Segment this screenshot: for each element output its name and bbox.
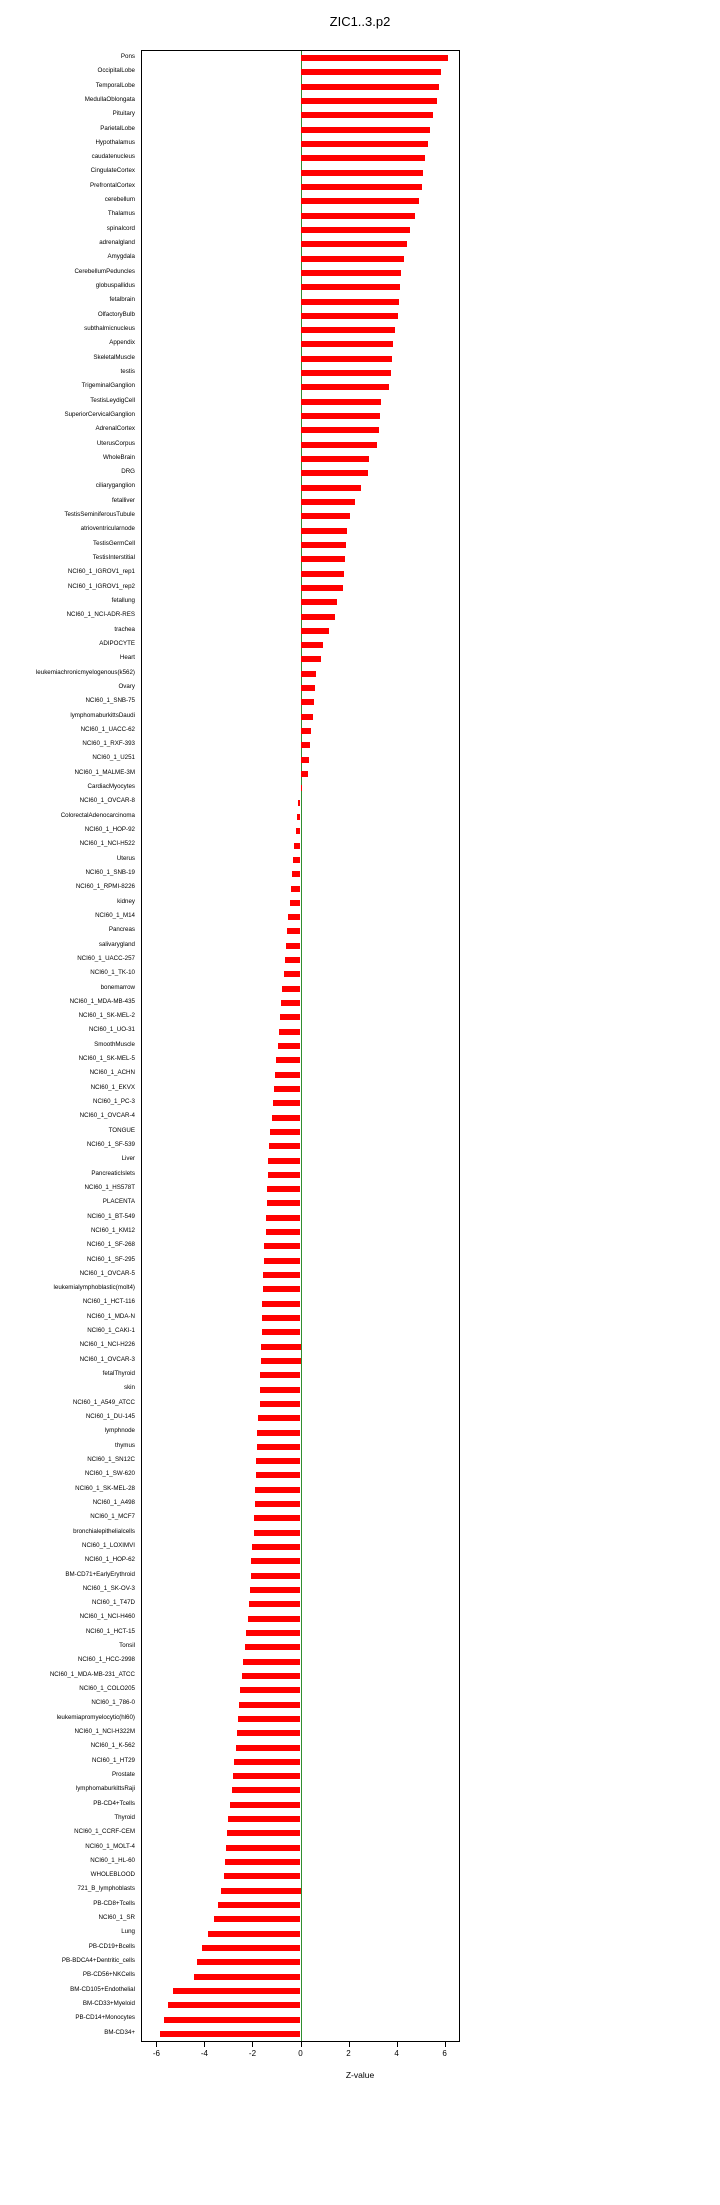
bar — [301, 413, 380, 419]
y-axis-label: Thalamus — [107, 210, 135, 218]
bar — [236, 1745, 301, 1751]
bar — [254, 1515, 301, 1521]
y-axis-label: NCI60_1_ACHN — [89, 1069, 135, 1077]
y-axis-label: NCI60_1_SW-620 — [84, 1470, 135, 1478]
y-axis-label: NCI60_1_KM12 — [90, 1226, 135, 1234]
bar — [260, 1387, 301, 1393]
y-axis-label: TestisSeminiferousTubule — [64, 511, 135, 519]
bar — [255, 1487, 301, 1493]
y-axis-label: NCI60_1_SF-268 — [86, 1241, 135, 1249]
bar — [301, 327, 396, 333]
y-axis-label: NCI60_1_MALME-3M — [74, 768, 135, 776]
bar — [301, 170, 423, 176]
y-axis-label: atrioventricularnode — [80, 525, 135, 533]
bar — [301, 470, 368, 476]
bar — [301, 127, 431, 133]
y-axis-label: leukemiachronicmyelogenous(k562) — [35, 668, 135, 676]
y-axis-label: ciliaryganglion — [95, 482, 135, 490]
y-axis-label: NCI60_1_K-562 — [90, 1742, 135, 1750]
bar — [272, 1115, 301, 1121]
y-axis-label: WHOLEBLOOD — [90, 1871, 135, 1879]
x-axis-tick — [445, 2042, 446, 2047]
y-axis-label: NCI60_1_CCRF-CEM — [74, 1828, 135, 1836]
bar — [263, 1272, 300, 1278]
y-axis-label: Pons — [120, 52, 135, 60]
y-axis-label: NCI60_1_MDA-MB-435 — [69, 997, 135, 1005]
bar — [279, 1029, 301, 1035]
y-axis-label: CingulateCortex — [90, 167, 135, 175]
y-axis-label: CerebellumPeduncles — [74, 267, 135, 275]
bar — [301, 714, 313, 720]
y-axis-label: NCI60_1_U251 — [92, 754, 135, 762]
bar — [254, 1530, 301, 1536]
bar — [245, 1644, 300, 1650]
bar — [261, 1358, 301, 1364]
y-axis-label: DRG — [121, 468, 135, 476]
bar — [250, 1587, 300, 1593]
bar — [273, 1100, 301, 1106]
bar — [238, 1716, 300, 1722]
y-axis-label: NCI60_1_SK-MEL-28 — [75, 1484, 135, 1492]
bar — [301, 642, 324, 648]
y-axis-label: OlfactoryBulb — [97, 310, 135, 318]
y-axis-label: Ovary — [118, 682, 135, 690]
y-axis-label: NCI60_1_SR — [98, 1914, 135, 1922]
y-axis-label: PB-BDCA4+Dentritic_cells — [61, 1957, 135, 1965]
y-axis-label: NCI60_1_OVCAR-4 — [79, 1112, 135, 1120]
bar — [269, 1143, 300, 1149]
y-axis-label: NCI60_1_SNB-75 — [85, 697, 135, 705]
y-axis-label: PLACENTA — [102, 1198, 135, 1206]
y-axis-label: testis — [120, 367, 135, 375]
y-axis-label: BM-CD71+EarlyErythroid — [65, 1570, 135, 1578]
bar — [266, 1215, 301, 1221]
y-axis-label: NCI60_1_IGROV1_rep2 — [67, 582, 135, 590]
plot-area — [141, 50, 460, 2042]
bar — [202, 1945, 300, 1951]
y-axis-label: NCI60_1_OVCAR-8 — [79, 797, 135, 805]
bar — [301, 614, 336, 620]
bar — [301, 685, 315, 691]
y-axis-label: NCI60_1_MCF7 — [90, 1513, 135, 1521]
y-axis-label: NCI60_1_786-0 — [91, 1699, 135, 1707]
y-axis-label: NCI60_1_DU-145 — [85, 1413, 135, 1421]
bar — [301, 69, 441, 75]
bar — [258, 1415, 300, 1421]
bar — [263, 1286, 300, 1292]
bar — [249, 1601, 301, 1607]
bar — [285, 957, 301, 963]
bar — [301, 370, 391, 376]
y-axis-label: SmoothMuscle — [94, 1040, 135, 1048]
y-axis-label: BM-CD105+Endothelial — [70, 1985, 135, 1993]
y-axis-label: globuspallidus — [95, 282, 135, 290]
bar — [301, 341, 393, 347]
bar — [233, 1773, 300, 1779]
y-axis-label: CardiacMyocytes — [87, 783, 135, 791]
y-axis-label: SkeletalMuscle — [93, 353, 135, 361]
bar — [301, 585, 343, 591]
y-axis-label: salivarygland — [98, 940, 135, 948]
bar — [262, 1301, 300, 1307]
y-axis-label: PancreaticIslets — [91, 1169, 135, 1177]
y-axis-label: NCI60_1_NCI-H322M — [74, 1727, 135, 1735]
bar — [262, 1315, 300, 1321]
bar — [301, 270, 402, 276]
bar — [301, 671, 317, 677]
y-axis-label: BM-CD34+ — [104, 2028, 135, 2036]
y-axis-label: NCI60_1_MDA-MB-231_ATCC — [49, 1670, 135, 1678]
x-axis-tick-label: 0 — [298, 2049, 303, 2058]
bar — [296, 828, 301, 834]
y-axis-label: fetallung — [111, 596, 135, 604]
bar — [267, 1186, 301, 1192]
bar — [232, 1787, 300, 1793]
y-axis-label: NCI60_1_HS578T — [84, 1183, 135, 1191]
x-axis-tick-label: -2 — [248, 2049, 257, 2058]
bar — [242, 1673, 301, 1679]
bar — [288, 914, 300, 920]
x-axis-tick-label: 4 — [394, 2049, 399, 2058]
x-axis-tick — [204, 2042, 205, 2047]
y-axis-label: NCI60_1_SK-MEL-2 — [78, 1012, 135, 1020]
bar — [301, 427, 379, 433]
bar — [276, 1057, 300, 1063]
y-axis-label: NCI60_1_COLO205 — [79, 1685, 135, 1693]
y-axis-label: NCI60_1_HOP-92 — [84, 826, 135, 834]
y-axis-label: NCI60_1_NCI-H226 — [79, 1341, 135, 1349]
bar — [240, 1687, 300, 1693]
y-axis-label: PB-CD8+Tcells — [93, 1899, 135, 1907]
y-axis-label: PB-CD14+Monocytes — [75, 2014, 135, 2022]
y-axis-label: NCI60_1_M14 — [95, 911, 135, 919]
y-axis-label: kidney — [117, 897, 135, 905]
bar — [290, 900, 301, 906]
y-axis-label: Liver — [121, 1155, 135, 1163]
bar — [301, 256, 404, 262]
y-axis-label: TrigeminalGanglion — [81, 382, 135, 390]
x-axis-tick — [156, 2042, 157, 2047]
y-axis-label: leukemialymphoblastic(molt4) — [53, 1284, 135, 1292]
bar — [252, 1544, 300, 1550]
y-axis-label: NCI60_1_LOXIMVI — [82, 1541, 135, 1549]
bar — [292, 871, 300, 877]
x-axis-tick — [301, 2042, 302, 2047]
bar — [301, 499, 355, 505]
bar — [301, 442, 378, 448]
bar — [262, 1329, 300, 1335]
y-axis-label: Hypothalamus — [95, 138, 135, 146]
bar — [301, 728, 312, 734]
y-axis-label: lymphomaburkittsDaudi — [70, 711, 135, 719]
bar — [301, 55, 449, 61]
bar — [228, 1816, 300, 1822]
bar — [301, 313, 398, 319]
y-axis-label: Heart — [119, 654, 135, 662]
bar — [284, 971, 301, 977]
y-axis-label: fetalliver — [111, 496, 135, 504]
bar — [301, 356, 392, 362]
bar — [301, 571, 344, 577]
y-axis-label: NCI60_1_UACC-257 — [77, 954, 135, 962]
bar — [301, 528, 348, 534]
bar — [237, 1730, 301, 1736]
bar — [301, 284, 401, 290]
bar — [197, 1959, 300, 1965]
bar — [301, 141, 428, 147]
bar — [168, 2002, 300, 2008]
y-axis-label: TemporalLobe — [95, 81, 135, 89]
bar — [301, 399, 381, 405]
bar — [255, 1501, 301, 1507]
bar — [301, 757, 309, 763]
y-axis-label: Pituitary — [112, 110, 135, 118]
y-axis-label: NCI60_1_UO-31 — [88, 1026, 135, 1034]
y-axis-label: adrenalgland — [99, 239, 135, 247]
y-axis-label: NCI60_1_SNB-19 — [85, 869, 135, 876]
bar — [301, 599, 337, 605]
y-axis-label: NCI60_1_UACC-62 — [80, 725, 135, 733]
y-axis-label: skin — [123, 1384, 135, 1392]
bar — [251, 1573, 300, 1579]
y-axis-label: fetalbrain — [109, 296, 135, 304]
y-axis-label: AdrenalCortex — [95, 425, 135, 433]
bar — [301, 299, 399, 305]
y-axis-label: NCI60_1_SF-539 — [86, 1141, 135, 1149]
bar — [301, 456, 369, 462]
bar — [301, 241, 408, 247]
bar — [268, 1158, 300, 1164]
y-axis-label: NCI60_1_A498 — [92, 1498, 135, 1506]
bar — [293, 857, 300, 863]
y-axis-label: spinalcord — [106, 224, 135, 232]
y-axis-label: lymphnode — [104, 1427, 135, 1435]
bar — [301, 785, 302, 791]
x-axis — [141, 2042, 460, 2072]
bar — [224, 1873, 301, 1879]
y-axis-label: TONGUE — [108, 1126, 135, 1134]
y-axis-label: NCI60_1_MOLT-4 — [85, 1842, 135, 1850]
bar — [160, 2031, 300, 2037]
bar — [297, 814, 301, 820]
x-axis-tick-label: 2 — [346, 2049, 351, 2058]
y-axis-label: ADIPOCYTE — [99, 639, 135, 647]
bar — [251, 1558, 300, 1564]
y-axis-label: NCI60_1_HOP-62 — [84, 1556, 135, 1564]
bar — [301, 556, 345, 562]
bar — [225, 1859, 301, 1865]
y-axis-label: NCI60_1_NCI-H522 — [79, 840, 135, 848]
bar — [301, 656, 321, 662]
y-axis-label: NCI60_1_RPMI-8226 — [75, 883, 135, 891]
bar — [275, 1072, 300, 1078]
bar — [173, 1988, 300, 1994]
bar — [268, 1172, 300, 1178]
x-axis-tick-label: 6 — [442, 2049, 447, 2058]
y-axis-label: NCI60_1_NCI-ADR-RES — [66, 611, 135, 619]
y-axis-label: NCI60_1_HCT-15 — [85, 1627, 135, 1635]
bar — [301, 513, 350, 519]
y-axis-label: NCI60_1_OVCAR-3 — [79, 1355, 135, 1363]
y-axis-label: ParietalLobe — [100, 124, 135, 132]
x-axis-tick — [397, 2042, 398, 2047]
y-axis-label: NCI60_1_OVCAR-5 — [79, 1269, 135, 1277]
x-axis-tick — [349, 2042, 350, 2047]
chart-title: ZIC1..3.p2 — [329, 14, 391, 29]
bar — [278, 1043, 301, 1049]
bar — [256, 1472, 300, 1478]
bar — [301, 384, 390, 390]
y-axis-label: Uterus — [116, 854, 135, 862]
bar — [274, 1086, 300, 1092]
y-axis-label: TestisInterstitial — [92, 554, 135, 562]
y-axis-label: NCI60_1_A549_ATCC — [72, 1398, 135, 1406]
y-axis-label: NCI60_1_HCT-116 — [82, 1298, 135, 1306]
y-axis-label: NCI60_1_HL-60 — [90, 1856, 135, 1864]
bar — [294, 843, 300, 849]
bar — [287, 928, 300, 934]
y-axis-label: NCI60_1_CAKI-1 — [87, 1327, 135, 1335]
y-axis-label: fetalThyroid — [102, 1370, 135, 1378]
y-axis-label: NCI60_1_IGROV1_rep1 — [67, 568, 135, 576]
bar — [264, 1258, 300, 1264]
bar — [301, 542, 347, 548]
bar — [221, 1888, 300, 1894]
y-axis-label: cerebellum — [104, 196, 135, 204]
x-axis-tick-label: -4 — [200, 2049, 208, 2058]
y-axis-label: NCI60_1_TK-10 — [90, 969, 135, 977]
bar — [301, 628, 330, 634]
bar — [261, 1344, 301, 1350]
y-axis-label: NCI60_1_MDA-N — [86, 1312, 135, 1320]
bar — [218, 1902, 301, 1908]
y-axis-label: subthalmicnucleus — [84, 324, 135, 332]
bar — [243, 1659, 301, 1665]
y-axis-label: NCI60_1_SK-MEL-5 — [78, 1055, 135, 1063]
bar — [301, 771, 308, 777]
y-axis-label: trachea — [114, 625, 135, 633]
bar — [260, 1401, 301, 1407]
bar — [246, 1630, 300, 1636]
bar — [291, 886, 301, 892]
y-axis-label: BM-CD33+Myeloid — [82, 2000, 135, 2007]
y-axis-label: 721_B_lymphoblasts — [77, 1885, 135, 1893]
y-axis-label: NCI60_1_RXF-393 — [82, 740, 135, 748]
bar — [281, 1000, 300, 1006]
y-axis-label: ColorectalAdenocarcinoma — [60, 811, 135, 819]
y-axis-label: Lung — [121, 1928, 135, 1936]
y-axis-label: Prostate — [111, 1770, 135, 1778]
bar — [208, 1931, 300, 1937]
bar — [301, 184, 422, 190]
bar — [301, 227, 410, 233]
bar — [164, 2017, 301, 2023]
bar — [194, 1974, 301, 1980]
bar — [248, 1616, 301, 1622]
bar — [256, 1458, 300, 1464]
bar — [301, 98, 438, 104]
y-axis-label: NCI60_1_HT29 — [92, 1756, 135, 1764]
y-axis-label: bronchialepithelialcells — [73, 1527, 135, 1535]
bar — [301, 84, 439, 90]
bar — [270, 1129, 300, 1135]
y-axis-label: MedullaOblongata — [84, 95, 135, 103]
y-axis-label: NCI60_1_PC-3 — [93, 1098, 135, 1106]
y-axis-label: PB-CD19+Bcells — [88, 1942, 135, 1950]
bar — [234, 1759, 300, 1765]
bar — [301, 213, 415, 219]
y-axis-label: thymus — [115, 1441, 135, 1449]
bar — [301, 112, 433, 118]
y-axis-label: Amygdala — [107, 253, 135, 261]
y-axis-label: PrefrontalCortex — [89, 181, 135, 189]
bar — [301, 485, 361, 491]
y-axis-category-labels — [0, 50, 139, 2042]
bar — [266, 1229, 301, 1235]
bar — [227, 1830, 300, 1836]
y-axis-label: TestisGermCell — [93, 539, 135, 547]
y-axis-label: Pancreas — [108, 926, 135, 934]
bar — [286, 943, 300, 949]
y-axis-label: SuperiorCervicalGanglion — [64, 410, 135, 418]
x-axis-tick-label: -6 — [152, 2049, 160, 2058]
bar — [230, 1802, 301, 1808]
bar — [239, 1702, 300, 1708]
y-axis-label: bonemarrow — [100, 983, 135, 991]
y-axis-label: caudatenucleus — [91, 153, 135, 161]
bar — [280, 1014, 300, 1020]
bar — [264, 1243, 300, 1249]
y-axis-label: NCI60_1_NCI-H460 — [79, 1613, 135, 1621]
y-axis-label: TestisLeydigCell — [90, 396, 135, 404]
y-axis-label: NCI60_1_BT-549 — [87, 1212, 135, 1220]
bar — [260, 1372, 301, 1378]
y-axis-label: NCI60_1_T47D — [92, 1599, 135, 1607]
y-axis-label: NCI60_1_HCC-2998 — [77, 1656, 135, 1664]
bar — [257, 1430, 300, 1436]
y-axis-label: UterusCorpus — [96, 439, 135, 447]
bar — [282, 986, 300, 992]
y-axis-label: NCI60_1_SK-OV-3 — [82, 1584, 135, 1592]
y-axis-label: OccipitalLobe — [97, 67, 135, 75]
bar — [301, 155, 426, 161]
bar-series — [142, 51, 459, 2041]
y-axis-label: Thyroid — [114, 1813, 135, 1821]
bar — [257, 1444, 300, 1450]
y-axis-label: PB-CD4+Tcells — [93, 1799, 135, 1807]
bar — [301, 198, 420, 204]
bar — [214, 1916, 300, 1922]
bar — [226, 1845, 300, 1851]
bar — [301, 742, 311, 748]
y-axis-label: NCI60_1_SF-295 — [86, 1255, 135, 1263]
x-axis-title: Z-value — [345, 2070, 375, 2080]
bar — [267, 1200, 301, 1206]
y-axis-label: WholeBrain — [103, 453, 135, 461]
bar — [301, 699, 314, 705]
x-axis-tick — [252, 2042, 253, 2047]
y-axis-label: leukemiapromyelocytic(hl60) — [56, 1713, 135, 1721]
y-axis-label: PB-CD56+NKCells — [82, 1971, 135, 1979]
y-axis-label: NCI60_1_EKVX — [90, 1083, 135, 1091]
bar — [298, 800, 300, 806]
y-axis-label: NCI60_1_SN12C — [87, 1455, 135, 1463]
y-axis-label: Appendix — [109, 339, 135, 347]
y-axis-label: lymphomaburkittsRaji — [75, 1785, 135, 1793]
y-axis-label: Tonsil — [119, 1642, 135, 1650]
